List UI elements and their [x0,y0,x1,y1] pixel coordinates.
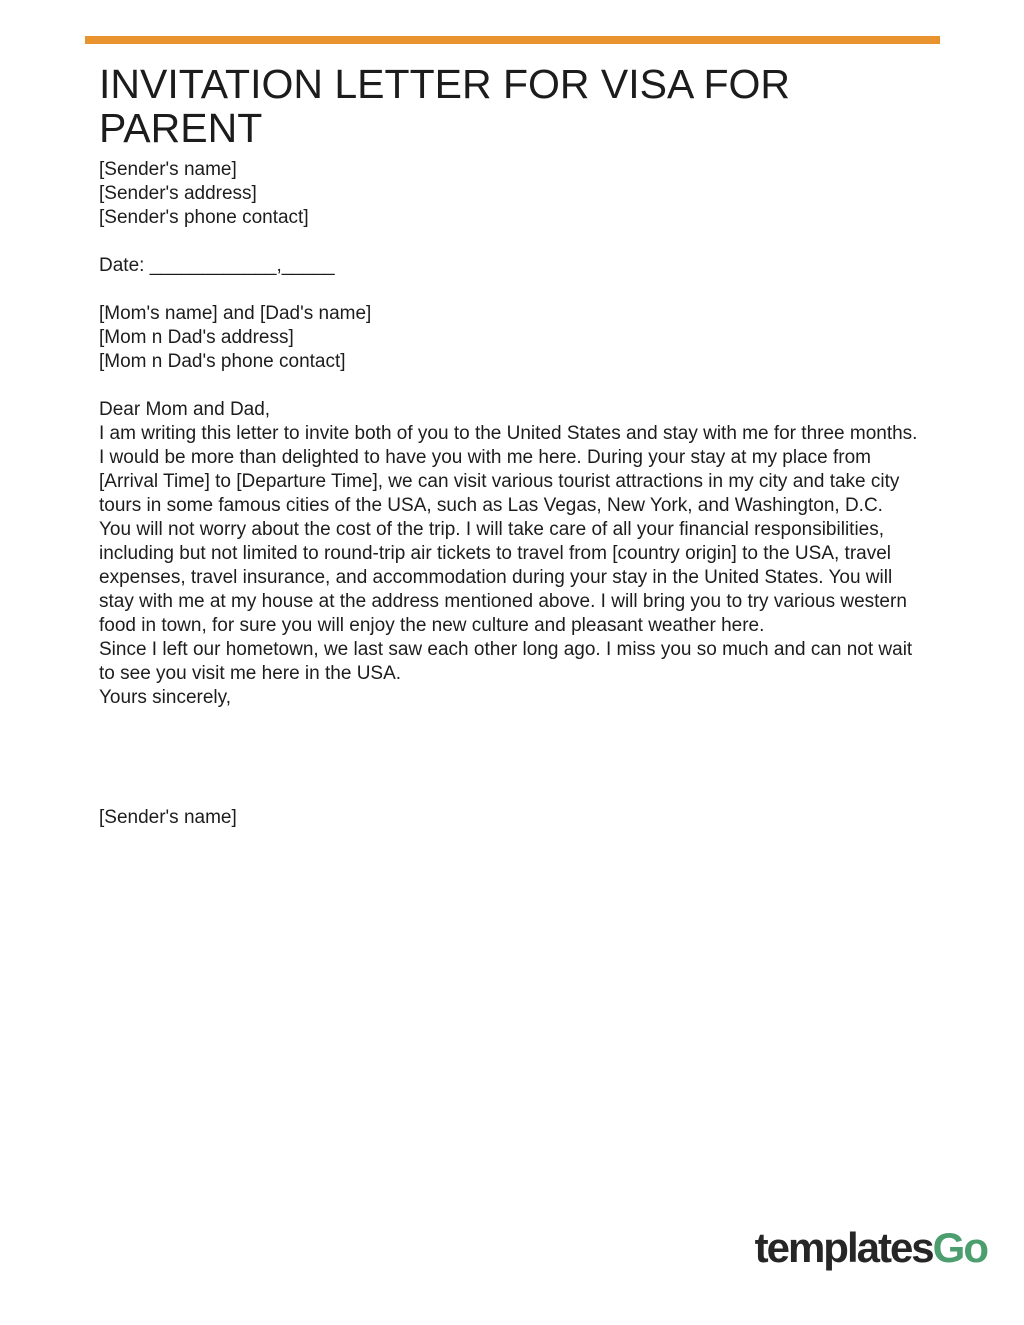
sender-phone-line: [Sender's phone contact] [99,207,309,228]
closing: Yours sincerely, [99,687,232,708]
paragraph-invitation: I am writing this letter to invite both of you to the United States and stay with me for three months. I would be more than delighted to have you with me here. During your stay at my place from [Arrival Time] to [Departure Time], we can visit various tourist attractions in my city and take city tours in some famous cities of the USA, such as Las Vegas, New York, and Washington, D.C. [99,423,918,516]
sender-address-line: [Sender's address] [99,183,257,204]
letter-content [99,60,927,830]
sender-name-line: [Sender's name] [99,159,237,180]
logo-text-accent: Go [932,1224,987,1271]
recipient-block [99,302,927,374]
letter-body [99,398,927,710]
sender-block [99,158,927,230]
accent-bar [85,36,940,44]
salutation: Dear Mom and Dad, [99,399,271,420]
signature-name: [Sender's name] [99,807,237,828]
paragraph-miss-you: Since I left our hometown, we last saw each other long ago. I miss you so much and can not wait to see you visit me here in the USA. [99,639,913,684]
templatesgo-logo [755,1224,987,1272]
recipient-names-line: [Mom's name] and [Dad's name] [99,303,372,324]
recipient-address-line: [Mom n Dad's address] [99,327,294,348]
recipient-phone-line: [Mom n Dad's phone contact] [99,351,346,372]
date-line: Date: ____________,_____ [99,255,335,276]
paragraph-financial: You will not worry about the cost of the trip. I will take care of all your financial responsibilities, including but not limited to round-trip air tickets to travel from [country origin] to the USA, travel expenses, travel insurance, and accommodation during your stay in the United States. You will stay with me at my house at the address mentioned above. I will bring you to try various western food in town, for sure you will enjoy the new culture and pleasant weather here. [99,519,907,636]
logo-text-primary: templates [754,1224,933,1271]
page-title: INVITATION LETTER FOR VISA FOR PARENT [99,61,790,151]
